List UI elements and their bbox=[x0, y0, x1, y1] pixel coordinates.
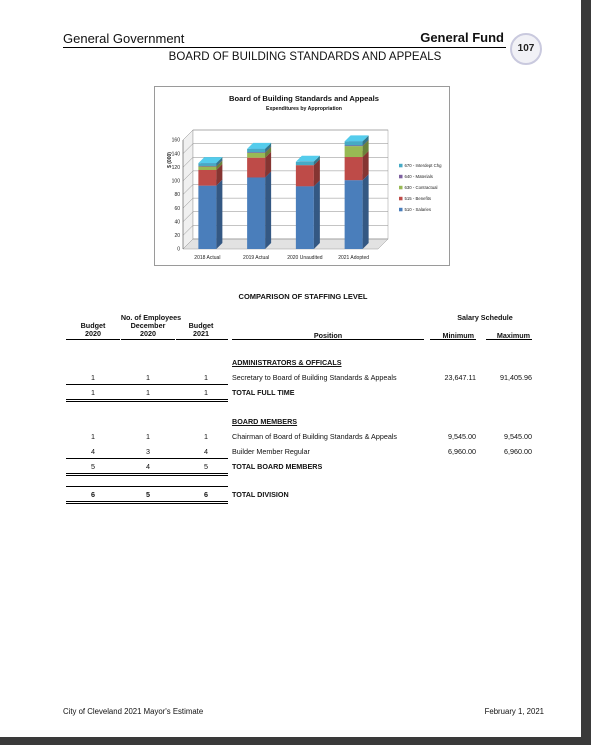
footer-left: City of Cleveland 2021 Mayor's Estimate bbox=[63, 707, 204, 716]
chart-x-tick-label: 2020 Unaudited bbox=[287, 255, 323, 261]
chart-bar-segment bbox=[247, 149, 265, 152]
total-full-time-label: TOTAL FULL TIME bbox=[232, 388, 295, 397]
table-cell-position: Secretary to Board of Building Standards & Appeals bbox=[232, 373, 397, 382]
chart-bar-segment bbox=[247, 152, 265, 153]
chart-bar-segment bbox=[345, 146, 363, 157]
chart-legend-swatch bbox=[399, 186, 403, 190]
col-budget-2021-l1: Budget bbox=[188, 321, 214, 330]
salary-schedule-header: Salary Schedule bbox=[457, 313, 513, 322]
chart-bar-segment bbox=[296, 165, 314, 186]
total-full-time-b2021: 1 bbox=[204, 388, 208, 397]
col-budget-2020-l1: Budget bbox=[80, 321, 106, 330]
staffing-title: COMPARISON OF STAFFING LEVEL bbox=[238, 292, 368, 301]
table-cell-b2021: 4 bbox=[204, 447, 208, 456]
col-position: Position bbox=[313, 331, 343, 340]
total-rule-board-members bbox=[66, 458, 228, 459]
chart-bar-side bbox=[216, 180, 222, 249]
chart-bar-segment bbox=[198, 167, 216, 170]
grand-total-b2021: 6 bbox=[204, 490, 208, 499]
grand-total-double-rule-b bbox=[66, 503, 228, 504]
section-heading-administrators: ADMINISTRATORS & OFFICALS bbox=[232, 358, 342, 367]
total-rule-full-time bbox=[66, 384, 228, 385]
grand-total-rule bbox=[66, 486, 228, 487]
chart-x-tick-label: 2019 Actual bbox=[243, 255, 270, 261]
table-cell-dec2020: 3 bbox=[146, 447, 150, 456]
chart-y-tick-label: 80 bbox=[174, 192, 180, 199]
chart-legend-swatch bbox=[399, 197, 403, 201]
chart-y-axis-label: $ (000) bbox=[167, 152, 173, 168]
table-cell-position: Chairman of Board of Building Standards & Appeals bbox=[232, 432, 398, 441]
expenditure-chart bbox=[154, 86, 450, 266]
chart-legend-label: 630 - Contractual bbox=[404, 185, 438, 190]
header-underline-position bbox=[232, 339, 424, 340]
col-budget-2020-l2: 2020 bbox=[85, 329, 101, 338]
chart-y-tick-label: 100 bbox=[171, 178, 180, 185]
chart-bar-side bbox=[314, 180, 320, 249]
table-cell-b2020: 4 bbox=[91, 447, 95, 456]
footer-date: February 1, 2021 bbox=[484, 707, 544, 716]
table-cell-b2021: 1 bbox=[204, 432, 208, 441]
table-cell-maximum: 6,960.00 bbox=[504, 447, 532, 456]
table-cell-b2020: 1 bbox=[91, 373, 95, 382]
grand-total-double-rule-a bbox=[66, 501, 228, 502]
chart-bar-segment bbox=[296, 162, 314, 165]
header-underline-maximum bbox=[486, 339, 532, 340]
header-underline-b2021 bbox=[176, 339, 228, 340]
total-double-rule-board-a bbox=[66, 473, 228, 474]
col-budget-2021-l2: 2021 bbox=[193, 329, 209, 338]
header-underline-minimum bbox=[430, 339, 476, 340]
chart-bar-segment bbox=[345, 157, 363, 180]
total-board-dec2020: 4 bbox=[146, 462, 150, 471]
table-cell-minimum: 23,647.11 bbox=[444, 373, 476, 382]
chart-legend bbox=[399, 163, 442, 212]
table-cell-minimum: 9,545.00 bbox=[448, 432, 476, 441]
total-double-rule-full-time-a bbox=[66, 399, 228, 400]
col-december-2020-l2: 2020 bbox=[140, 329, 156, 338]
table-cell-dec2020: 1 bbox=[146, 432, 150, 441]
chart-legend-label: 670 - Interdept Chg bbox=[404, 163, 442, 168]
chart-bar-side bbox=[265, 171, 271, 249]
chart-legend-label: 515 - Benefits bbox=[404, 196, 432, 201]
total-full-time-dec2020: 1 bbox=[146, 388, 150, 397]
chart-legend-swatch bbox=[399, 175, 403, 179]
chart-x-tick-label: 2018 Actual bbox=[194, 255, 221, 261]
page-number: 107 bbox=[517, 43, 535, 54]
chart-bar-segment bbox=[198, 186, 216, 249]
grand-total-label: TOTAL DIVISION bbox=[232, 490, 289, 499]
chart-legend-label: 510 - Salaries bbox=[404, 207, 432, 212]
chart-title: Board of Building Standards and Appeals bbox=[229, 94, 379, 103]
total-full-time-b2020: 1 bbox=[91, 388, 95, 397]
table-cell-minimum: 6,960.00 bbox=[448, 447, 476, 456]
table-cell-maximum: 9,545.00 bbox=[504, 432, 532, 441]
chart-bar-segment bbox=[345, 180, 363, 249]
chart-subtitle: Expenditures by Appropriation bbox=[266, 106, 342, 112]
chart-y-tick-label: 160 bbox=[171, 137, 180, 144]
chart-y-tick-label: 60 bbox=[174, 205, 180, 212]
table-cell-b2021: 1 bbox=[204, 373, 208, 382]
chart-bar-segment bbox=[247, 158, 265, 178]
total-board-b2020: 5 bbox=[91, 462, 95, 471]
grand-total-b2020: 6 bbox=[91, 490, 95, 499]
section-name: General Government bbox=[63, 31, 185, 46]
grand-total-dec2020: 5 bbox=[146, 490, 150, 499]
section-heading-board-members: BOARD MEMBERS bbox=[232, 417, 298, 426]
total-double-rule-board-b bbox=[66, 475, 228, 476]
col-minimum: Minimum bbox=[442, 331, 474, 340]
table-cell-b2020: 1 bbox=[91, 432, 95, 441]
header-underline-b2020 bbox=[66, 339, 120, 340]
chart-y-tick-label: 20 bbox=[174, 233, 180, 240]
header-rule bbox=[63, 47, 506, 48]
chart-y-tick-label: 0 bbox=[177, 246, 180, 253]
table-cell-maximum: 91,405.96 bbox=[500, 373, 532, 382]
chart-x-tick-label: 2021 Adopted bbox=[338, 255, 370, 261]
chart-bar-segment bbox=[345, 141, 363, 145]
chart-bar-segment bbox=[345, 145, 363, 146]
chart-legend-label: 640 - Materials bbox=[404, 174, 433, 179]
col-maximum: Maximum bbox=[496, 331, 530, 340]
chart-bar-segment bbox=[247, 177, 265, 249]
header-underline-dec2020 bbox=[121, 339, 175, 340]
chart-bar-segment bbox=[296, 186, 314, 249]
chart-bar-segment bbox=[198, 170, 216, 186]
chart-bar-segment bbox=[198, 163, 216, 166]
page-title: BOARD OF BUILDING STANDARDS AND APPEALS bbox=[168, 51, 442, 63]
chart-bar-segment bbox=[198, 166, 216, 167]
col-december-2020-l1: December bbox=[130, 321, 166, 330]
chart-y-tick-label: 140 bbox=[171, 151, 180, 158]
chart-x-labels bbox=[194, 255, 369, 261]
table-cell-position: Builder Member Regular bbox=[232, 447, 310, 456]
chart-canvas bbox=[155, 87, 449, 265]
chart-y-tick-label: 40 bbox=[174, 219, 180, 226]
total-board-label: TOTAL BOARD MEMBERS bbox=[232, 462, 323, 471]
employees-header: No. of Employees bbox=[120, 313, 182, 322]
total-board-b2021: 5 bbox=[204, 462, 208, 471]
chart-bar-segment bbox=[247, 153, 265, 158]
total-double-rule-full-time-b bbox=[66, 401, 228, 402]
fund-name: General Fund bbox=[420, 30, 504, 45]
chart-y-tick-label: 120 bbox=[171, 164, 180, 171]
chart-legend-swatch bbox=[399, 164, 403, 168]
chart-bar-side bbox=[363, 174, 369, 249]
chart-legend-swatch bbox=[399, 208, 403, 212]
table-cell-dec2020: 1 bbox=[146, 373, 150, 382]
